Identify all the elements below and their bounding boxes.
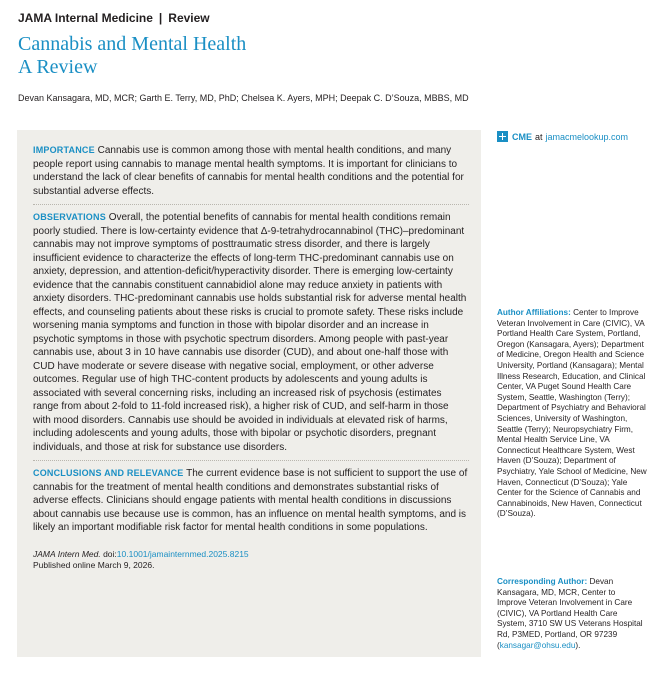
header-separator: |: [158, 11, 163, 25]
observations-paragraph: [33, 211, 469, 454]
conclusions-heading: CONCLUSIONS AND RELEVANCE: [33, 468, 184, 478]
article-type: Review: [168, 11, 210, 25]
author-affiliations: [497, 308, 647, 520]
observations-text: Overall, the potential benefits of cannabis for mental health conditions remain poorly studied. There is low-certainty evidence that Δ-9-tetrahydrocannabinol (THC)–predominant cannabis may not improve symptoms of posttraumatic stress disorder, and there is largely insufficient evidence to characterize the effects of long-term THC-predominant cannabis use on anxiety, depression, and attention-deficit/hyperactivity disorder. There is emerging low-certainty evidence that the cannabis constituent cannabidiol alone may reduce anxiety in patients with anxiety disorders. THC-predominant cannabis use holds substantial risk for adverse mental health effects, and counseling patients about these risks is crucial to promote safety. These risks include worsening mania symptoms and function in those with bipolar disorder and an increase in psychotic symptoms in those with psychotic spectrum disorders. Among people with past-year cannabis use, about 3 in 10 have cannabis use disorder (CUD), and about one-half those with CUD have moderate or severe disease with negative social, employment, or other adverse outcomes. Regular use of high THC-content products by adolescents and young adults is associated with several concerning risks, including an increased risk of psychosis (estimates range from about 2-fold to 11-fold increased risk), a higher risk of CUD, and self-harm in those with mood disorders. Cannabis use should be avoided in individuals at elevated risk of harms, including adolescents and young adults, those with bipolar or psychotic disorders, pregnant individuals, and those at risk for substance use disorders.: [33, 212, 467, 453]
conclusions-paragraph: [33, 467, 469, 535]
section-divider: [33, 204, 469, 205]
publication-date: Published online March 9, 2026.: [33, 560, 155, 570]
affiliations-text: Center to Improve Veteran Involvement in Care (CIVIC), VA Portland Health Care System, Portland, Oregon (Kansagara, Ayers); Department of Medicine, Oregon Health and Science University, Portland (Kansagara); Mental Illness Research, Education, and Clinical Center, VA Puget Sound Health Care System, Seattle, Washington (Terry); Department of Psychiatry and Behavioral Sciences, University of Washington, Seattle (Terry); Neuropsychiatry Firm, Mental Health Service Line, VA Connecticut Healthcare System, West Haven (D’Souza); Department of Psychiatry, Yale School of Medicine, New Haven, Connecticut (D’Souza); Yale Center for the Science of Cannabis and Cannabinoids, New Haven, Connecticut (D’Souza).: [497, 308, 647, 519]
cme-at: at: [535, 131, 543, 142]
affiliations-label: Author Affiliations:: [497, 308, 571, 317]
journal-header: [18, 11, 210, 25]
importance-heading: IMPORTANCE: [33, 145, 95, 155]
citation-doi-line: [33, 549, 469, 561]
corresponding-label: Corresponding Author:: [497, 577, 588, 586]
citation-journal: JAMA Intern Med.: [33, 548, 101, 559]
cme-link-row[interactable]: [497, 131, 628, 142]
corresponding-text: Devan Kansagara, MD, MCR, Center to Improve Veteran Involvement in Care (CIVIC), VA Portland Health Care System, 3710 SW US Veterans Hospital Rd, P3MED, Portland, OR 97239 (: [497, 577, 643, 650]
citation-doi-prefix: doi:: [100, 548, 117, 559]
importance-text: Cannabis use is common among those with mental health conditions, and many people report using cannabis to manage mental health symptoms. It is important for clinicians to understand the lack of clear benefits of cannabis for mental health conditions and the potential for substantial adverse effects.: [33, 145, 464, 197]
corresponding-author: [497, 577, 647, 651]
author-list: Devan Kansagara, MD, MCR; Garth E. Terry, MD, PhD; Chelsea K. Ayers, MPH; Deepak C. D’Souza, MBBS, MD: [18, 93, 469, 103]
cme-label: CME: [512, 131, 532, 142]
observations-heading: OBSERVATIONS: [33, 212, 106, 222]
cme-url-link[interactable]: jamacmelookup.com: [545, 131, 629, 142]
importance-paragraph: [33, 144, 469, 198]
corresponding-close: ).: [575, 640, 581, 650]
title-subtitle: A Review: [18, 56, 98, 78]
corresponding-email-link[interactable]: kansagar@ohsu.edu: [499, 640, 576, 650]
conclusions-text: The current evidence base is not sufficient to support the use of cannabis for the treatment of mental health conditions and demonstrates substantial risks of adverse effects. Clinicians should engage patients with mental health conditions in discussions about cannabis use because use is common, has an influence on mental health symptoms, and is likely an important modifiable risk factor for mental health conditions in some populations.: [33, 468, 468, 533]
citation: [33, 549, 469, 572]
journal-name: JAMA Internal Medicine: [18, 11, 153, 25]
article-title: [18, 33, 246, 79]
doi-link[interactable]: 10.1001/jamainternmed.2025.8215: [116, 548, 249, 559]
plus-icon: [497, 131, 508, 142]
title-main: Cannabis and Mental Health: [18, 33, 247, 55]
abstract-box: [17, 130, 481, 657]
abstract-content: [33, 144, 469, 572]
section-divider: [33, 460, 469, 461]
